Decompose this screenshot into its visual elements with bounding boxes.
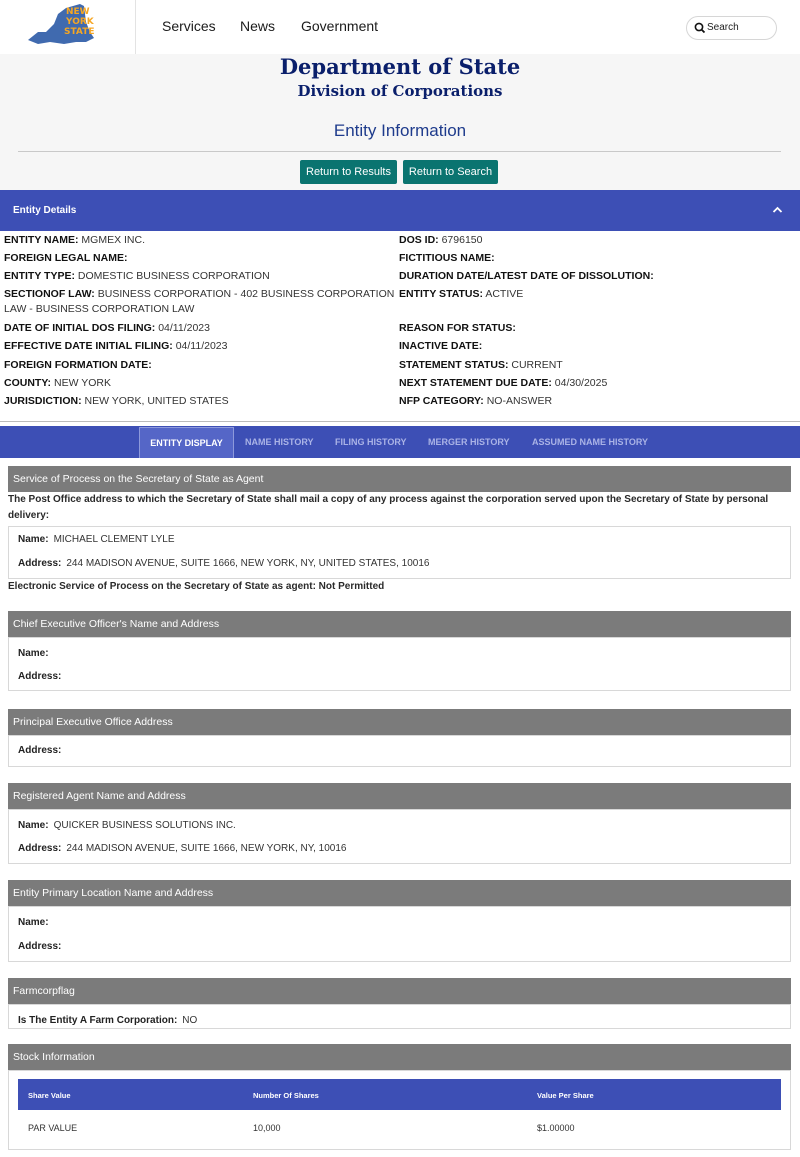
ceo-card (8, 637, 791, 691)
entity-details-title: Entity Details (13, 205, 77, 216)
search-icon (693, 21, 707, 35)
primary-location-card (8, 906, 791, 962)
column-number-of-shares: Number Of Shares (253, 1091, 319, 1100)
search-label: Search (707, 22, 739, 33)
logo-text-york: YORK (66, 17, 94, 27)
search-button[interactable] (686, 16, 777, 40)
primary-location-header: Entity Primary Location Name and Address (8, 880, 791, 906)
field-foreign-formation-date: FOREIGN FORMATION DATE: (4, 359, 152, 371)
stock-table-header (18, 1079, 781, 1110)
field-section-of-law: SECTIONOF LAW: BUSINESS CORPORATION - 402 BUSINESS CORPORATION LAW - BUSINESS CORPORATION LAW (4, 288, 395, 315)
nav-services[interactable]: Services (162, 18, 216, 34)
field-entity-name: ENTITY NAME: MGMEX INC. (4, 234, 145, 246)
cell-value-per-share: $1.00000 (537, 1123, 575, 1133)
field-duration-date: DURATION DATE/LATEST DATE OF DISSOLUTION: (399, 270, 654, 282)
field-entity-type: ENTITY TYPE: DOMESTIC BUSINESS CORPORATION (4, 270, 270, 282)
chevron-up-icon[interactable] (772, 206, 783, 214)
field-entity-status: ENTITY STATUS: ACTIVE (399, 288, 524, 300)
field-inactive-date: INACTIVE DATE: (399, 340, 483, 352)
top-navigation (0, 0, 800, 54)
return-to-results-button[interactable]: Return to Results (300, 160, 397, 184)
field-jurisdiction: JURISDICTION: NEW YORK, UNITED STATES (4, 395, 229, 407)
logo-text-new: NEW (66, 7, 90, 17)
service-name-row: Name: MICHAEL CLEMENT LYLE (18, 534, 175, 545)
page-title: Entity Information (333, 121, 467, 140)
tab-merger-history[interactable]: MERGER HISTORY (428, 437, 510, 447)
entity-details-header[interactable] (0, 190, 800, 231)
registered-agent-header: Registered Agent Name and Address (8, 783, 791, 809)
field-initial-dos-filing: DATE OF INITIAL DOS FILING: 04/11/2023 (4, 322, 210, 334)
electronic-service-note: Electronic Service of Process on the Secretary of State as agent: Not Permitted (8, 581, 385, 592)
nav-news[interactable]: News (240, 18, 276, 34)
farmcorpflag-header: Farmcorpflag (8, 978, 791, 1004)
principal-office-header: Principal Executive Office Address (8, 709, 791, 735)
principal-address-row: Address: (18, 745, 62, 756)
registered-agent-card (8, 809, 791, 864)
field-statement-status: STATEMENT STATUS: CURRENT (399, 359, 563, 371)
field-effective-date: EFFECTIVE DATE INITIAL FILING: 04/11/2023 (4, 340, 228, 352)
field-reason-for-status: REASON FOR STATUS: (399, 322, 516, 334)
field-foreign-legal-name: FOREIGN LEGAL NAME: (4, 252, 128, 264)
cell-number-of-shares: 10,000 (253, 1123, 281, 1133)
column-share-value: Share Value (28, 1091, 71, 1100)
title-divider (18, 151, 781, 152)
primary-address-row: Address: (18, 941, 62, 952)
agent-name-row: Name: QUICKER BUSINESS SOLUTIONS INC. (18, 820, 236, 831)
agent-address-row: Address: 244 MADISON AVENUE, SUITE 1666, NEW YORK, NY, 10016 (18, 843, 347, 854)
ceo-address-row: Address: (18, 671, 62, 682)
field-county: COUNTY: NEW YORK (4, 377, 111, 389)
field-fictitious-name: FICTITIOUS NAME: (399, 252, 495, 264)
nav-government[interactable]: Government (301, 18, 379, 34)
header-divider (135, 0, 136, 54)
tab-name-history[interactable]: NAME HISTORY (245, 437, 314, 447)
tab-filing-history[interactable]: FILING HISTORY (335, 437, 407, 447)
service-of-process-note: The Post Office address to which the Secretary of State shall mail a copy of any process against the corporation served upon the Secretary of State by personal delivery: (8, 494, 769, 521)
division-title: Division of Corporations (297, 82, 503, 100)
service-of-process-header: Service of Process on the Secretary of State as Agent (8, 466, 791, 492)
field-next-statement-due: NEXT STATEMENT DUE DATE: 04/30/2025 (399, 377, 608, 389)
column-value-per-share: Value Per Share (537, 1091, 594, 1100)
logo-text-state: STATE (64, 27, 95, 37)
field-nfp-category: NFP CATEGORY: NO-ANSWER (399, 395, 553, 407)
stock-information-header: Stock Information (8, 1044, 791, 1070)
farm-corporation-row: Is The Entity A Farm Corporation: NO (18, 1015, 198, 1026)
principal-office-card (8, 735, 791, 767)
service-address-row: Address: 244 MADISON AVENUE, SUITE 1666, NEW YORK, NY, UNITED STATES, 10016 (18, 558, 430, 569)
tab-assumed-name-history[interactable]: ASSUMED NAME HISTORY (532, 437, 649, 447)
field-dos-id: DOS ID: 6796150 (399, 234, 483, 246)
new-york-state-logo[interactable] (24, 2, 104, 46)
department-title: Department of State (279, 54, 521, 79)
primary-name-row: Name: (18, 917, 49, 928)
ceo-name-row: Name: (18, 648, 49, 659)
return-to-search-button[interactable]: Return to Search (403, 160, 498, 184)
tab-entity-display[interactable]: ENTITY DISPLAY (139, 427, 234, 458)
details-divider (0, 421, 800, 422)
ceo-header: Chief Executive Officer's Name and Address (8, 611, 791, 637)
cell-share-value: PAR VALUE (28, 1123, 78, 1133)
